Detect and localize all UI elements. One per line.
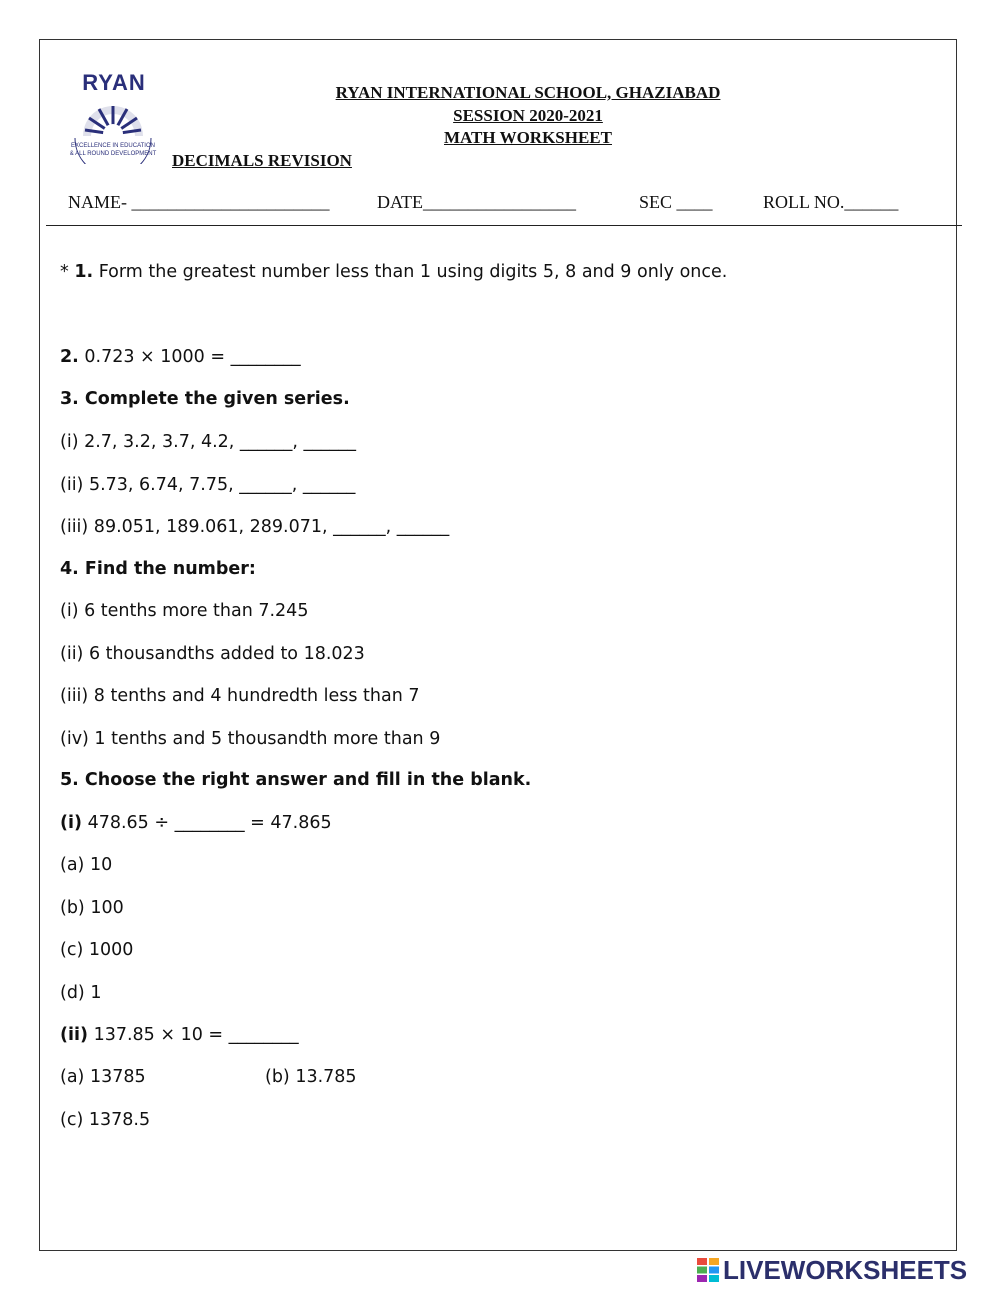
section-field[interactable]: SEC ____ — [639, 192, 713, 212]
question-5-part-1[interactable] — [60, 813, 332, 833]
question-4-item: (i) 6 tenths more than 7.245 — [60, 601, 309, 621]
question-3-item[interactable]: (i) 2.7, 3.2, 3.7, 4.2, ______, ______ — [60, 432, 357, 452]
logo-name: RYAN — [82, 70, 146, 95]
question-2-text: 0.723 × 1000 = ________ — [78, 347, 301, 367]
liveworksheets-logo-icon — [697, 1258, 719, 1282]
option-item[interactable]: (b) 100 — [60, 898, 124, 918]
option-item[interactable]: (a) 13785 — [60, 1067, 146, 1087]
session-title: SESSION 2020-2021 — [453, 106, 603, 125]
question-2-number: 2. — [60, 347, 79, 367]
header-divider — [46, 225, 962, 226]
question-1-star: * — [60, 262, 75, 282]
question-1-number: 1. — [74, 262, 94, 282]
question-1-text: Form the greatest number less than 1 using digits 5, 8 and 9 only once. — [93, 262, 728, 282]
part-1-text: 478.65 ÷ ________ = 47.865 — [82, 813, 332, 833]
option-item[interactable]: (b) 13.785 — [265, 1067, 357, 1087]
question-2[interactable] — [60, 347, 301, 367]
worksheet-title: MATH WORKSHEET — [444, 128, 612, 147]
question-4-item: (ii) 6 thousandths added to 18.023 — [60, 644, 365, 664]
topic-title: DECIMALS REVISION — [172, 151, 352, 170]
part-1-label: (i) — [60, 813, 82, 833]
question-5-part-2[interactable] — [60, 1025, 299, 1045]
logo-tagline-1: EXCELLENCE IN EDUCATION — [71, 143, 155, 149]
option-item[interactable]: (a) 10 — [60, 855, 113, 875]
question-4-title: 4. Find the number: — [60, 559, 256, 579]
question-4-item: (iii) 8 tenths and 4 hundredth less than 7 — [60, 686, 420, 706]
date-field[interactable]: DATE_________________ — [377, 192, 576, 212]
question-3-item[interactable]: (iii) 89.051, 189.061, 289.071, ______, ______ — [60, 517, 450, 537]
question-3-item[interactable]: (ii) 5.73, 6.74, 7.75, ______, ______ — [60, 475, 356, 495]
logo-tagline-2: & ALL ROUND DEVELOPMENT — [69, 151, 157, 157]
part-2-text: 137.85 × 10 = ________ — [88, 1025, 299, 1045]
question-3-title: 3. Complete the given series. — [60, 389, 350, 409]
name-field[interactable]: NAME- ______________________ — [68, 192, 330, 212]
school-title: RYAN INTERNATIONAL SCHOOL, GHAZIABAD — [335, 83, 721, 102]
question-4-item: (iv) 1 tenths and 5 thousandth more than 9 — [60, 729, 441, 749]
option-item[interactable]: (c) 1378.5 — [60, 1110, 151, 1130]
roll-number-field[interactable]: ROLL NO.______ — [763, 192, 899, 212]
option-item[interactable]: (c) 1000 — [60, 940, 134, 960]
part-2-label: (ii) — [60, 1025, 88, 1045]
question-1 — [60, 262, 727, 282]
liveworksheets-text: LIVEWORKSHEETS — [723, 1255, 968, 1285]
option-item[interactable]: (d) 1 — [60, 983, 102, 1003]
question-5-title: 5. Choose the right answer and fill in the blank. — [60, 770, 532, 790]
